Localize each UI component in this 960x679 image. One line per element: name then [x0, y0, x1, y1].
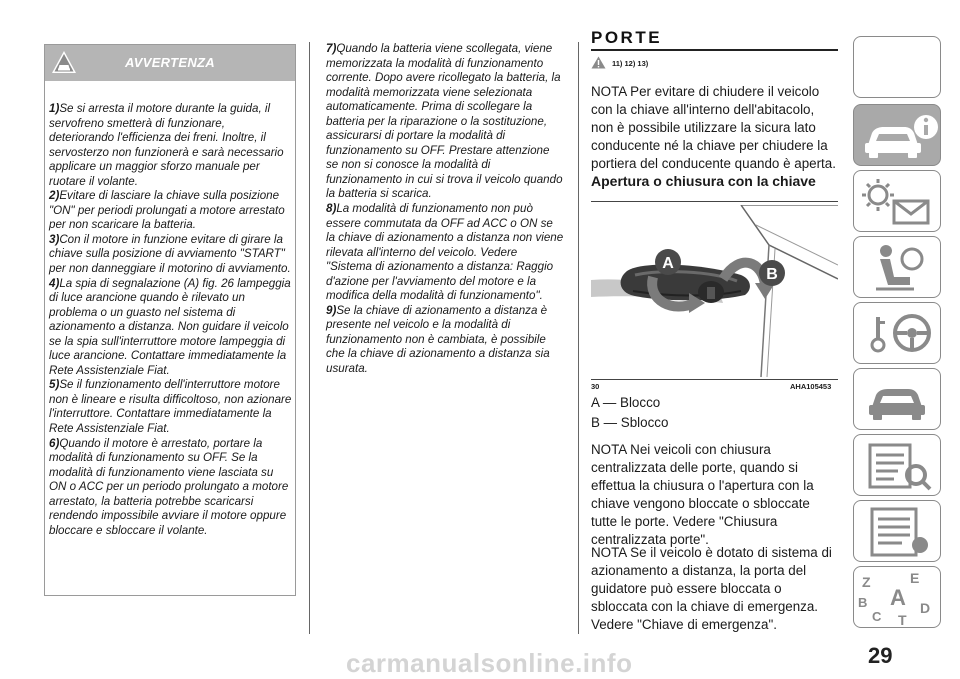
technical-data-icon — [854, 501, 942, 563]
figure-bottom-rule — [591, 379, 838, 380]
car-info-icon — [854, 105, 942, 167]
tab-dashboard-lights[interactable] — [853, 170, 941, 232]
warning-title: AVVERTENZA — [125, 55, 215, 70]
warning-item-number: 1) — [49, 102, 60, 115]
warning-item — [326, 42, 564, 202]
warning-item — [49, 233, 293, 277]
alphabetical-index-icon — [854, 567, 942, 629]
tab-maintenance[interactable] — [853, 434, 941, 496]
warning-item-number: 8) — [326, 202, 337, 216]
tab-placeholder-top[interactable] — [853, 36, 941, 98]
figure-top-rule — [591, 201, 838, 202]
warning-light-message-icon — [854, 171, 942, 233]
warning-item-text: Se il funzionamento dell'interruttore motore non è lineare e risulta difficoltoso, non azionare l'interruttore. Contattare immediatamente la Rete Assistenziale Fiat. — [49, 378, 292, 436]
warning-header — [45, 45, 295, 81]
index-letter: C — [872, 609, 882, 624]
watermark: carmanualsonline.info — [346, 648, 633, 678]
warning-item-text: Con il motore in funzione evitare di girare la chiave sulla posizione di avviamento "START" per non danneggiare il motorino di avviamento. — [49, 232, 291, 276]
maintenance-checklist-icon — [854, 435, 942, 497]
label-a: A — [662, 255, 674, 272]
tab-driving[interactable] — [853, 302, 941, 364]
index-letter: E — [910, 570, 920, 586]
warning-item — [49, 189, 293, 233]
index-letter: T — [898, 612, 907, 628]
tab-car-info[interactable] — [853, 104, 941, 166]
column-divider — [578, 42, 579, 634]
key-steering-wheel-icon — [854, 303, 942, 365]
figure-number: 30 — [591, 382, 600, 391]
warning-item-text: Quando il motore è arrestato, portare la modalità di funzionamento su OFF. Se la modalità di funzionamento viene lasciata su ON o ACC per un periodo prolungato a motore arrestato, la batteria potrebbe scaricarsi rendendo impossibile avviare il motore oppure bloccare e sbloccare il volante. — [49, 436, 289, 537]
subsection-heading: Apertura o chiusura con la chiave — [591, 173, 816, 189]
legend-item-a: A — Blocco — [591, 395, 661, 410]
label-b: B — [766, 266, 778, 283]
warning-triangle-icon — [591, 56, 606, 69]
warning-item-number: 2) — [49, 189, 60, 203]
tab-index[interactable] — [853, 566, 941, 628]
page-number: 29 — [868, 643, 893, 668]
key — [707, 287, 715, 299]
column-divider — [309, 42, 310, 634]
warning-item-number: 6) — [49, 436, 60, 450]
airbag-seat-icon — [854, 237, 942, 299]
index-letter: Z — [862, 574, 871, 590]
warning-continued — [326, 42, 564, 377]
warning-box — [44, 44, 296, 596]
note-paragraph: NOTA Se il veicolo è dotato di sistema di azionamento a distanza, la porta del guidatore può essere bloccata o sbloccata con la chiave di emergenza. Vedere "Chiave di emergenza". — [591, 545, 832, 632]
warning-item-text: La modalità di funzionamento non può essere commutata da OFF ad ACC o ON se la chiave di azionamento a distanza non viene rilevata all'interno del veicolo. Vedere "Sistema di azionamento a distanza: Raggio d'azione per l'avviamento del motore e la modifica della modalità di funzionamento". — [326, 202, 564, 303]
tab-technical-data[interactable] — [853, 500, 941, 562]
warning-item — [49, 378, 293, 436]
title-rule — [591, 49, 838, 51]
warning-body — [49, 102, 293, 538]
legend-item-b: B — Sblocco — [591, 415, 669, 430]
door-panel-lines — [741, 205, 838, 377]
warning-item-number: 7) — [326, 42, 337, 55]
tab-safety[interactable] — [853, 236, 941, 298]
warning-item-number: 5) — [49, 378, 60, 392]
note-paragraph: NOTA Nei veicoli con chiusura centralizzata delle porte, quando si effettua la chiusura o l'apertura con la chiave vengono bloccate o sbloccate tutte le porte. Vedere "Chiusura centralizzata porte". — [591, 442, 814, 547]
section-title: PORTE — [591, 28, 663, 47]
warning-item — [326, 202, 564, 304]
door-handle-figure — [591, 205, 838, 377]
warning-item-number: 9) — [326, 303, 337, 317]
warning-item-text: La spia di segnalazione (A) fig. 26 lampeggia di luce arancione quando è rilevato un problema o un guasto nel sistema di azionamento a distanza. Non guidare il veicolo se la spia sull'interruttore motore lampeggia di luce arancione. Contattare immediatamente la Rete Assistenziale Fiat. — [49, 276, 291, 377]
index-letter: B — [858, 595, 868, 610]
warning-item — [326, 304, 564, 377]
warning-item — [49, 277, 293, 379]
warning-item-text: Quando la batteria viene scollegata, viene memorizzata la modalità di funzionamento corrente. Dopo avere ricollegato la batteria, la modalità memorizzata viene selezionata automaticamente. Prima di scollegare la batteria per la riparazione o la sostituzione, assicurarsi di portare la modalità di funzionamento su OFF. Prestare attenzione se non si conosce la modalità di funzionamento in cui si trova il veicolo quando la batteria si scarica. — [326, 42, 563, 201]
warning-item-text: Se la chiave di azionamento a distanza è presente nel veicolo e la modalità di funzionamento non è cambiata, è possibile che la chiave di azionamento a distanza sia usurata. — [326, 303, 550, 376]
warning-item-number: 4) — [49, 276, 60, 290]
index-letter: A — [890, 585, 906, 610]
warning-item-text: Se si arresta il motore durante la guida, il servofreno smetterà di funzionare, deteriorando l'efficienza dei freni. Inoltre, il servosterzo non funzionerà e sarà necessario applicare un maggior sforzo manuale per ruotare il volante. — [49, 102, 284, 188]
warning-item-number: 3) — [49, 232, 60, 246]
warning-item — [49, 437, 293, 539]
figure-code: AHA105453 — [790, 382, 832, 391]
car-breakdown-icon — [854, 369, 942, 431]
note-paragraph: NOTA Per evitare di chiudere il veicolo con la chiave all'interno dell'abitacolo, non è possibile utilizzare la sicura lato conducente né la chiave per chiudere la portiera del conducente quando è aperta. — [591, 84, 836, 171]
tab-emergency[interactable] — [853, 368, 941, 430]
index-letter: D — [920, 600, 931, 616]
warning-item — [49, 102, 293, 189]
reference-numbers: 11) 12) 13) — [612, 59, 649, 68]
warning-item-text: Evitare di lasciare la chiave sulla posizione "ON" per periodi prolungati a motore arrestato per non scaricare la batteria. — [49, 189, 285, 232]
